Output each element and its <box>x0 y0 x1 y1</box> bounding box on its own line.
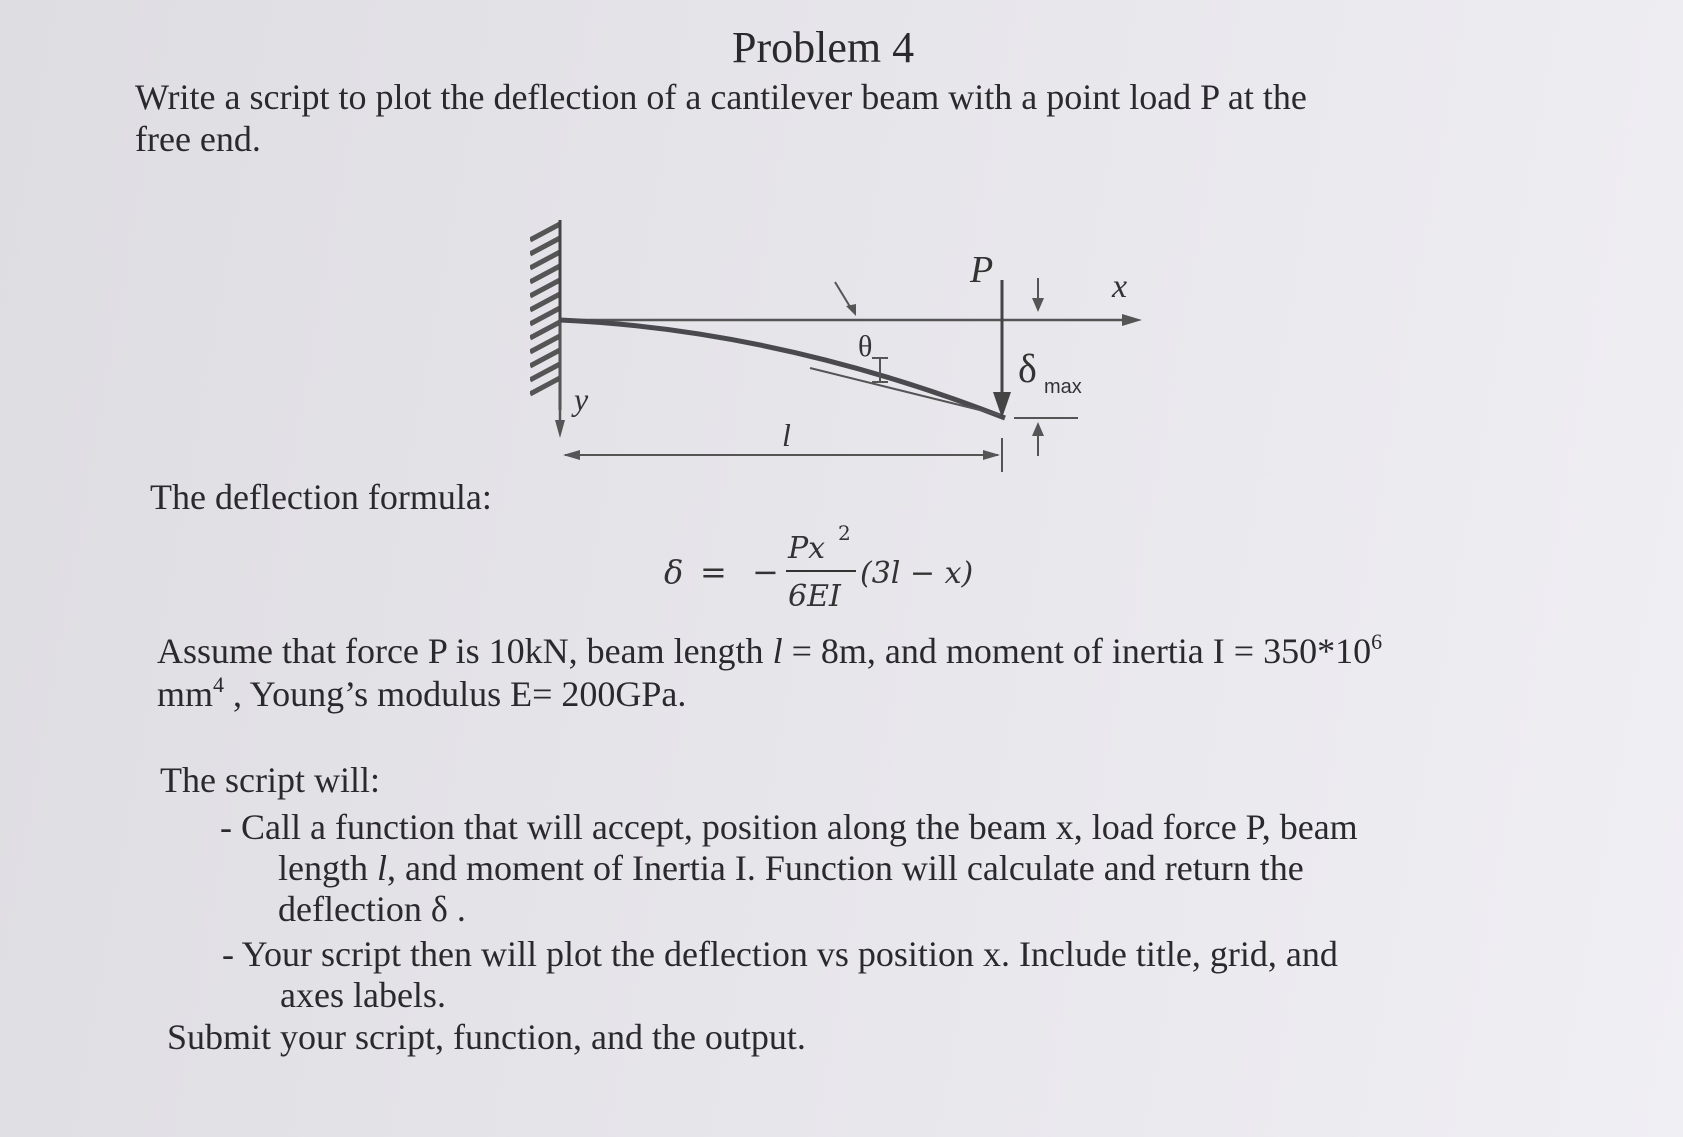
unit-mm: mm <box>157 674 214 714</box>
exponent-4: 4 <box>213 672 225 697</box>
length-dim-right-arrow <box>983 450 1000 460</box>
length-label: l <box>782 417 791 453</box>
script-heading: The script will: <box>160 760 380 800</box>
bullet-1-text-b: , and moment of Inertia I. Function will calculate and return the <box>387 848 1304 888</box>
intro-line-1: Write a script to plot the deflection of a cantilever beam with a point load P at the <box>135 77 1307 117</box>
delta-bottom-arrowhead <box>1032 422 1044 436</box>
assumption-line-1 <box>157 630 1382 672</box>
tangent-line <box>810 368 1000 415</box>
bullet-1-line-2 <box>278 847 1304 889</box>
x-axis-label: x <box>1112 268 1128 305</box>
formula-equals: = <box>700 553 727 591</box>
delta-max-label: δ <box>1018 346 1037 391</box>
assumption-line-2 <box>157 673 686 715</box>
delta-max-subscript: max <box>1044 376 1082 398</box>
bullet-1-line-1: - Call a function that will accept, position along the beam x, load force P, beam <box>220 807 1358 847</box>
submit-instruction: Submit your script, function, and the output. <box>167 1017 806 1057</box>
theta-pointer-head <box>846 304 856 316</box>
formula-denominator: 6EI <box>788 579 841 614</box>
bullet-1-line-3: deflection δ . <box>278 889 466 929</box>
intro-line-2: free end. <box>135 119 261 159</box>
formula-lhs: δ <box>664 553 684 591</box>
deflected-beam-curve <box>560 320 1005 418</box>
bullet-2-line-2: axes labels. <box>280 975 446 1015</box>
problem-title: Problem 4 <box>732 23 915 72</box>
delta-top-arrowhead <box>1032 298 1044 312</box>
formula-label: The deflection formula: <box>150 477 492 517</box>
load-label-p: P <box>970 249 994 291</box>
formula-factor: (3l − x) <box>860 556 974 591</box>
y-axis-arrowhead <box>555 420 565 438</box>
beam-length-symbol: l <box>772 631 783 671</box>
x-axis-arrowhead <box>1122 314 1142 326</box>
formula-numerator: Px <box>788 531 826 566</box>
theta-label: θ <box>858 330 873 363</box>
assumption-text-b: = 8m, and moment of inertia I = 350*10 <box>782 631 1372 671</box>
fixed-wall-hatching <box>530 224 560 394</box>
formula-numerator-exponent: 2 <box>838 521 851 545</box>
deflection-formula <box>660 518 1000 618</box>
bullet-1-text-a: length <box>278 848 377 888</box>
length-dim-left-arrow <box>563 450 580 460</box>
bullet-1-l-symbol: l <box>376 848 387 888</box>
bullet-2-line-1: - Your script then will plot the deflection vs position x. Include title, grid, and <box>222 934 1338 974</box>
cantilever-beam-diagram <box>530 210 1170 480</box>
assumption-text-a: Assume that force P is 10kN, beam length <box>157 631 773 671</box>
formula-minus: − <box>752 553 779 591</box>
youngs-modulus-text: , Young’s modulus E= 200GPa. <box>224 674 687 714</box>
y-axis-label: y <box>574 381 589 417</box>
exponent-6: 6 <box>1371 629 1383 654</box>
